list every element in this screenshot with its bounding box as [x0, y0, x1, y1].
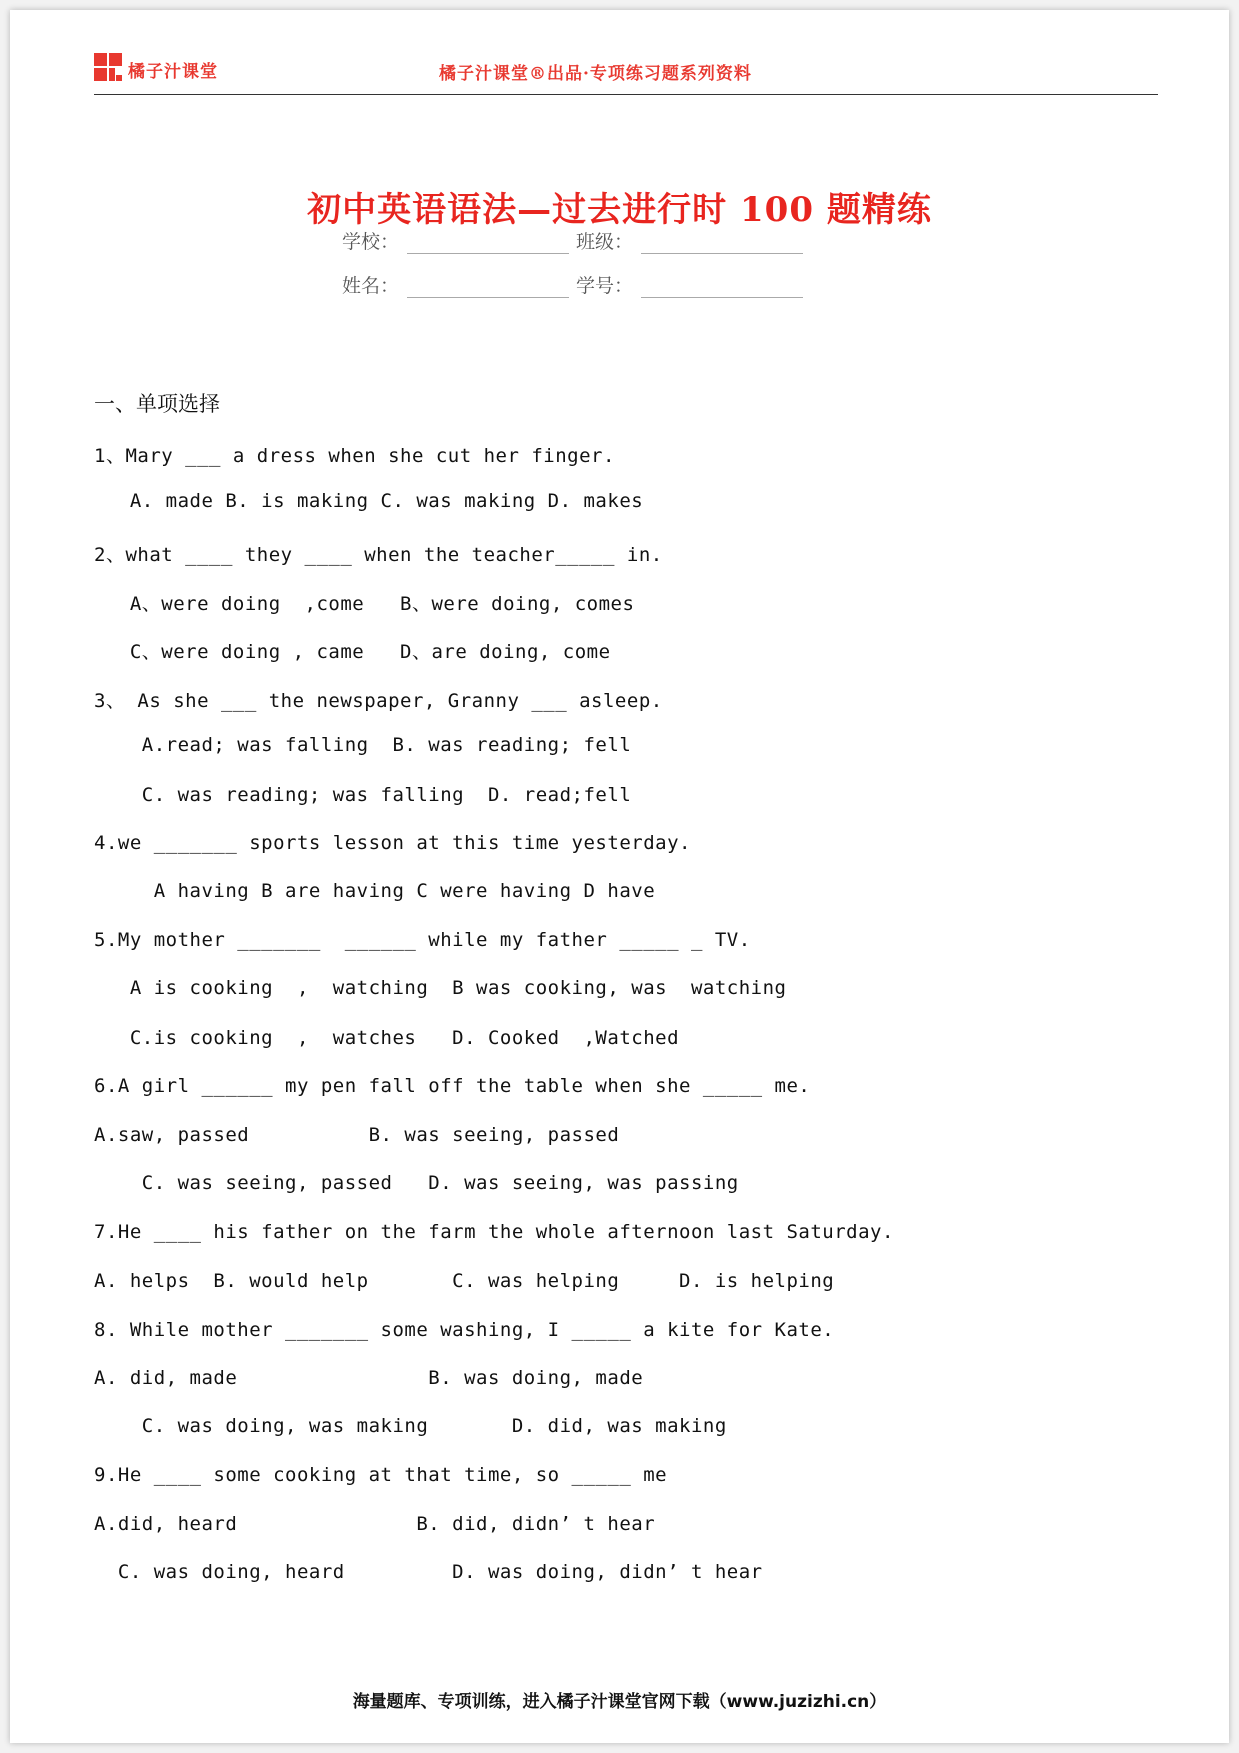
logo-text: 橘子汁课堂	[128, 61, 218, 82]
page-title: 初中英语语法—过去进行时 100 题精练	[307, 190, 932, 230]
name-label: 姓名：	[342, 275, 400, 297]
option-line: A.read; was falling B. was reading; fell	[94, 734, 632, 756]
question-line: 5.My mother _______ ______ while my father _____ _ TV.	[94, 929, 751, 951]
page-header	[94, 51, 1158, 95]
document-page	[10, 10, 1229, 1743]
option-line: A.did, heard B. did, didn’ t hear	[94, 1513, 656, 1535]
option-line: C. was seeing, passed D. was seeing, was passing	[94, 1172, 739, 1194]
school-input-line[interactable]	[407, 233, 569, 254]
class-field[interactable]	[576, 227, 803, 254]
class-label: 班级：	[576, 231, 634, 253]
name-field[interactable]	[342, 271, 569, 298]
option-line: A is cooking , watching B was cooking, was watching	[94, 977, 787, 999]
option-line: C. was doing, heard D. was doing, didn’ t hear	[94, 1561, 763, 1583]
header-tagline: 橘子汁课堂®出品·专项练习题系列资料	[439, 64, 752, 84]
question-line: 7.He ____ his father on the farm the whole afternoon last Saturday.	[94, 1221, 894, 1243]
question-line: 3、 As she ___ the newspaper, Granny ___ asleep.	[94, 690, 663, 712]
question-line: 8. While mother _______ some washing, I _____ a kite for Kate.	[94, 1319, 835, 1341]
option-line: C.is cooking , watches D. Cooked ,Watched	[94, 1027, 680, 1049]
option-line: A、were doing ,come B、were doing, comes	[94, 593, 635, 615]
page-footer: 海量题库、专项训练，进入橘子汁课堂官网下载（www.juzizhi.cn）	[352, 1692, 887, 1712]
name-input-line[interactable]	[407, 277, 569, 298]
question-line: 6.A girl ______ my pen fall off the table when she _____ me.	[94, 1075, 811, 1097]
school-label: 学校：	[342, 231, 400, 253]
option-line: C. was reading; was falling D. read;fell	[94, 784, 632, 806]
option-line: A having B are having C were having D have	[94, 880, 656, 902]
question-line: 1、Mary ___ a dress when she cut her finger.	[94, 445, 615, 467]
school-field[interactable]	[342, 227, 569, 254]
option-line: A. helps B. would help C. was helping D. is helping	[94, 1270, 835, 1292]
option-line: A. did, made B. was doing, made	[94, 1367, 644, 1389]
question-line: 4.we _______ sports lesson at this time yesterday.	[94, 832, 691, 854]
student-id-input-line[interactable]	[641, 277, 803, 298]
option-line: A. made B. is making C. was making D. makes	[94, 490, 644, 512]
student-id-field[interactable]	[576, 271, 803, 298]
student-id-label: 学号：	[576, 275, 634, 297]
section-heading: 一、单项选择	[94, 392, 220, 416]
question-line: 2、what ____ they ____ when the teacher_____ in.	[94, 544, 663, 566]
header-divider	[94, 94, 1158, 95]
question-line: 9.He ____ some cooking at that time, so _____ me	[94, 1464, 668, 1486]
option-line: C、were doing , came D、are doing, come	[94, 641, 611, 663]
logo-mark-icon	[94, 53, 124, 85]
class-input-line[interactable]	[641, 233, 803, 254]
brand-logo	[94, 53, 218, 85]
option-line: A.saw, passed B. was seeing, passed	[94, 1124, 620, 1146]
option-line: C. was doing, was making D. did, was making	[94, 1415, 727, 1437]
